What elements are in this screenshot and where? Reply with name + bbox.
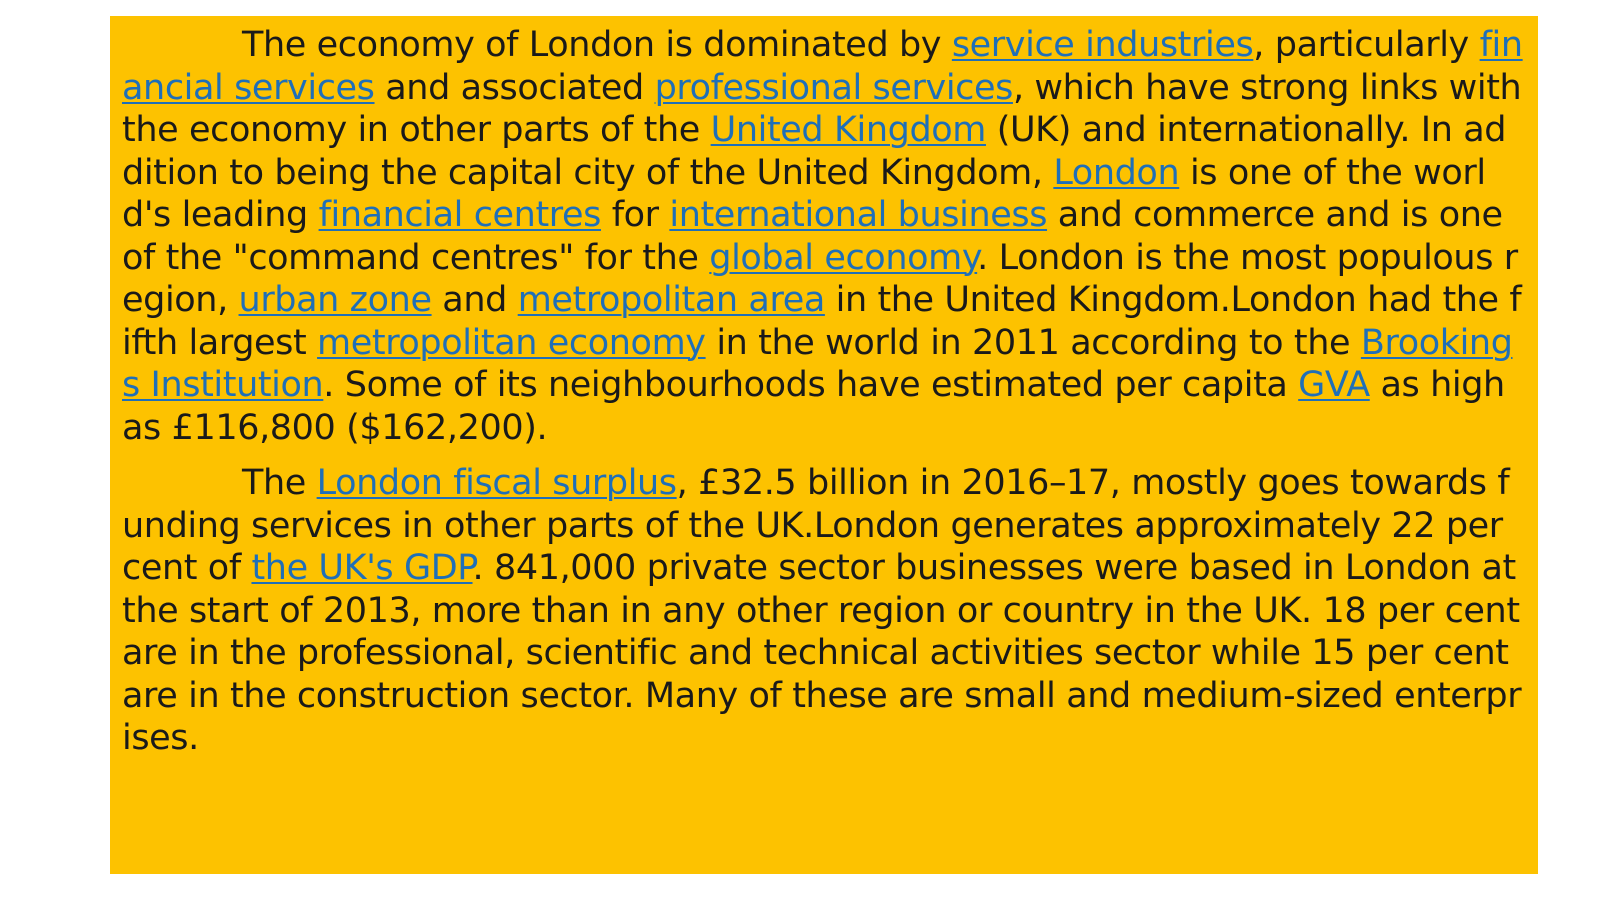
body-text: The economy of London is dominated by	[242, 25, 952, 65]
link-international-business[interactable]: international business	[669, 195, 1048, 235]
body-text: . 841,000 private sector businesses were based in London at the start of 2013, more than in any other region or country in the UK. 18 per cent are in the professional, scientific and technical activities sector while 15 per cent are in the construction sector. Many of these are small and medium-sized enterprises.	[122, 548, 1522, 758]
body-text: and associated	[374, 67, 655, 108]
paragraph-1	[122, 24, 1526, 449]
paragraph-2	[122, 462, 1526, 760]
link-metropolitan-economy[interactable]: metropolitan economy	[317, 322, 706, 363]
body-text: as high as £116,800 ($162,200).	[122, 365, 1505, 448]
link-financial-services[interactable]: financial services	[122, 25, 1523, 108]
body-text: and	[431, 280, 518, 320]
link-metropolitan-area[interactable]: metropolitan area	[517, 280, 825, 320]
body-text: is one of the world's leading	[122, 152, 1486, 235]
link-london-fiscal-surplus[interactable]: London fiscal surplus	[316, 463, 677, 503]
link-gva[interactable]: GVA	[1298, 365, 1370, 405]
body-text: and commerce and is one of the "command centres" for the	[122, 195, 1503, 278]
slide-text-box	[110, 16, 1538, 874]
body-text: The	[242, 463, 317, 503]
body-text: . Some of its neighbourhoods have estimated per capita	[323, 365, 1299, 405]
link-london[interactable]: London	[1053, 152, 1180, 193]
link-global-economy[interactable]: global economy	[709, 237, 978, 278]
link-urban-zone[interactable]: urban zone	[238, 280, 432, 320]
body-text: , which have strong links with the economy in other parts of the	[122, 67, 1522, 150]
link-professional-services[interactable]: professional services	[654, 67, 1013, 108]
link-brookings-institution[interactable]: Brookings Institution	[122, 322, 1513, 405]
body-text: in the United Kingdom.London had the fifth largest	[122, 280, 1522, 363]
link-uk-gdp[interactable]: the UK's GDP	[251, 548, 473, 588]
body-text: for	[600, 195, 670, 235]
body-text: . London is the most populous region,	[122, 237, 1518, 320]
link-service-industries[interactable]: service industries	[951, 25, 1254, 65]
body-text: , £32.5 billion in 2016–17, mostly goes towards funding services in other parts of the UK.London generates approximately 22 per cent of	[122, 463, 1510, 588]
link-united-kingdom[interactable]: United Kingdom	[710, 110, 986, 150]
body-text: in the world in 2011 according to the	[705, 322, 1361, 363]
body-text: , particularly	[1253, 25, 1480, 65]
link-financial-centres[interactable]: financial centres	[318, 195, 601, 235]
body-text: (UK) and internationally. In addition to being the capital city of the United Kingdom,	[122, 110, 1507, 193]
